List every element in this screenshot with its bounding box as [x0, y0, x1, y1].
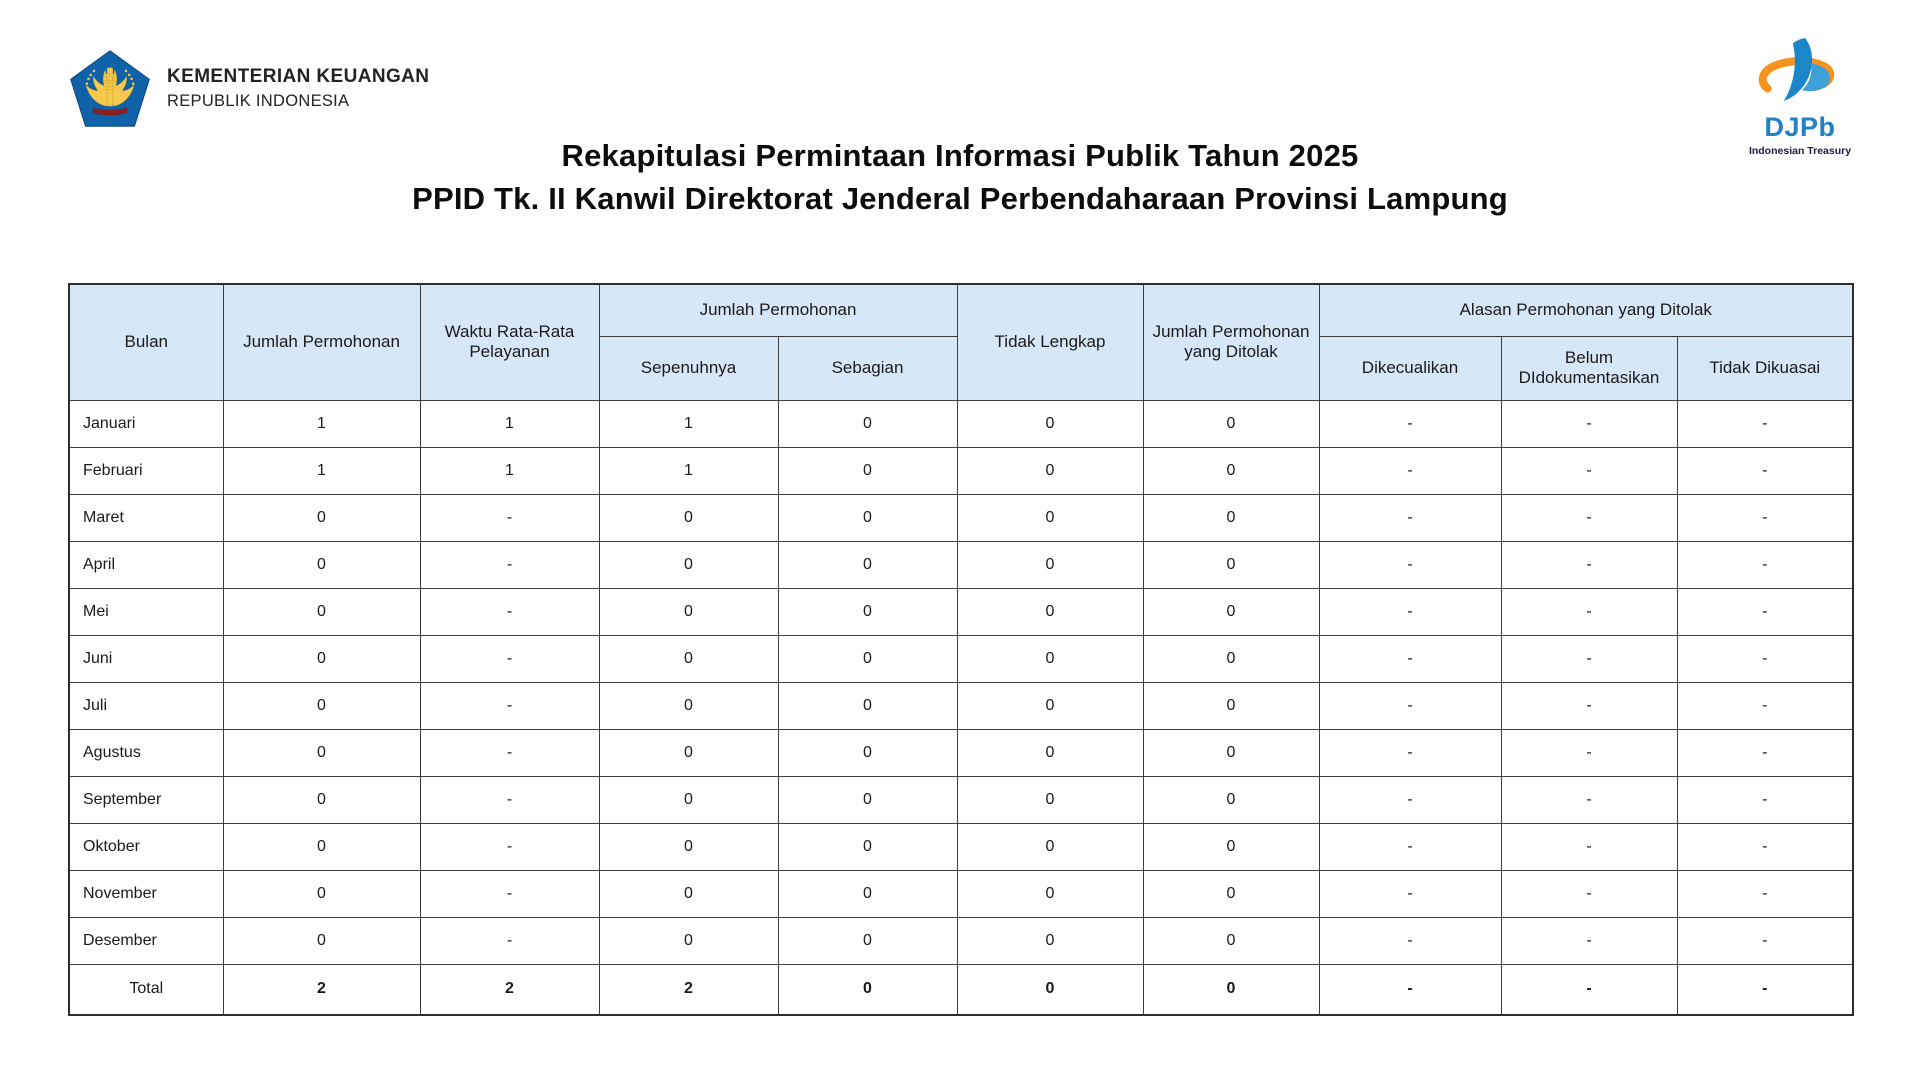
- table-row: [69, 823, 1853, 870]
- value-cell: -: [420, 682, 599, 729]
- table-row: [69, 729, 1853, 776]
- table-row: [69, 870, 1853, 917]
- value-cell: 0: [1143, 823, 1319, 870]
- value-cell: 0: [223, 588, 420, 635]
- col-header-waktu-rata-rata: Waktu Rata-Rata Pelayanan: [420, 284, 599, 400]
- value-cell: -: [1501, 776, 1677, 823]
- value-cell: -: [1501, 447, 1677, 494]
- value-cell: -: [1319, 964, 1501, 1015]
- value-cell: -: [1501, 870, 1677, 917]
- value-cell: 0: [1143, 870, 1319, 917]
- value-cell: 1: [223, 400, 420, 447]
- value-cell: 0: [778, 823, 957, 870]
- value-cell: 0: [599, 917, 778, 964]
- value-cell: -: [420, 541, 599, 588]
- value-cell: -: [1319, 494, 1501, 541]
- group-header-alasan-ditolak: Alasan Permohonan yang Ditolak: [1319, 284, 1853, 336]
- value-cell: 0: [599, 776, 778, 823]
- value-cell: 0: [957, 447, 1143, 494]
- value-cell: 0: [223, 870, 420, 917]
- month-cell: November: [69, 870, 223, 917]
- value-cell: -: [1319, 729, 1501, 776]
- total-row: [69, 964, 1853, 1015]
- month-cell: Oktober: [69, 823, 223, 870]
- month-cell: Desember: [69, 917, 223, 964]
- value-cell: 1: [599, 447, 778, 494]
- value-cell: -: [1319, 682, 1501, 729]
- col-header-belum-didokumentasikan: Belum DIdokumentasikan: [1501, 336, 1677, 400]
- value-cell: -: [1677, 400, 1853, 447]
- value-cell: -: [1677, 870, 1853, 917]
- value-cell: 2: [599, 964, 778, 1015]
- value-cell: 2: [420, 964, 599, 1015]
- month-cell: Juli: [69, 682, 223, 729]
- value-cell: 0: [778, 541, 957, 588]
- value-cell: -: [1677, 917, 1853, 964]
- value-cell: 0: [223, 494, 420, 541]
- value-cell: -: [1319, 823, 1501, 870]
- value-cell: -: [1319, 541, 1501, 588]
- value-cell: -: [420, 494, 599, 541]
- value-cell: 0: [1143, 447, 1319, 494]
- col-header-sepenuhnya: Sepenuhnya: [599, 336, 778, 400]
- value-cell: 0: [1143, 964, 1319, 1015]
- value-cell: 0: [599, 588, 778, 635]
- month-cell: Juni: [69, 635, 223, 682]
- kemenkeu-logo: [70, 50, 429, 127]
- value-cell: 0: [957, 588, 1143, 635]
- table-row: [69, 917, 1853, 964]
- value-cell: 0: [778, 635, 957, 682]
- value-cell: 0: [1143, 635, 1319, 682]
- value-cell: 0: [957, 541, 1143, 588]
- page-title-line2: PPID Tk. II Kanwil Direktorat Jenderal Perbendaharaan Provinsi Lampung: [412, 181, 1508, 216]
- value-cell: 1: [420, 400, 599, 447]
- value-cell: 0: [957, 964, 1143, 1015]
- page-title: [0, 134, 1920, 220]
- value-cell: -: [1677, 635, 1853, 682]
- value-cell: -: [1319, 635, 1501, 682]
- month-cell: Mei: [69, 588, 223, 635]
- value-cell: 1: [599, 400, 778, 447]
- djpb-subtitle: Indonesian Treasury: [1748, 145, 1852, 157]
- value-cell: -: [1677, 541, 1853, 588]
- value-cell: -: [1501, 729, 1677, 776]
- value-cell: 0: [1143, 729, 1319, 776]
- kemenkeu-name-line1: KEMENTERIAN KEUANGAN: [167, 66, 430, 87]
- value-cell: -: [1501, 588, 1677, 635]
- table-row: [69, 541, 1853, 588]
- col-header-sebagian: Sebagian: [778, 336, 957, 400]
- table-row: [69, 494, 1853, 541]
- value-cell: 0: [599, 494, 778, 541]
- value-cell: 0: [778, 776, 957, 823]
- table-row: [69, 447, 1853, 494]
- value-cell: 0: [1143, 588, 1319, 635]
- value-cell: 0: [957, 823, 1143, 870]
- value-cell: 0: [957, 682, 1143, 729]
- value-cell: 0: [778, 729, 957, 776]
- value-cell: -: [1677, 964, 1853, 1015]
- value-cell: -: [1319, 588, 1501, 635]
- value-cell: 0: [778, 400, 957, 447]
- value-cell: -: [1677, 776, 1853, 823]
- value-cell: 0: [957, 400, 1143, 447]
- value-cell: -: [1319, 776, 1501, 823]
- value-cell: 0: [778, 964, 957, 1015]
- month-cell: April: [69, 541, 223, 588]
- value-cell: 2: [223, 964, 420, 1015]
- total-label-cell: Total: [69, 964, 223, 1015]
- value-cell: -: [1677, 588, 1853, 635]
- value-cell: -: [420, 635, 599, 682]
- col-header-dikecualikan: Dikecualikan: [1319, 336, 1501, 400]
- value-cell: -: [1501, 964, 1677, 1015]
- month-cell: Maret: [69, 494, 223, 541]
- value-cell: -: [1319, 447, 1501, 494]
- month-cell: September: [69, 776, 223, 823]
- value-cell: -: [420, 917, 599, 964]
- col-header-tidak-lengkap: Tidak Lengkap: [957, 284, 1143, 400]
- value-cell: 0: [223, 776, 420, 823]
- value-cell: -: [1501, 682, 1677, 729]
- value-cell: 0: [957, 776, 1143, 823]
- table-row: [69, 635, 1853, 682]
- value-cell: -: [1677, 447, 1853, 494]
- value-cell: 0: [1143, 682, 1319, 729]
- value-cell: 0: [957, 494, 1143, 541]
- value-cell: -: [420, 588, 599, 635]
- value-cell: 0: [599, 635, 778, 682]
- value-cell: 0: [223, 729, 420, 776]
- value-cell: 0: [778, 682, 957, 729]
- value-cell: 0: [1143, 400, 1319, 447]
- value-cell: 0: [778, 494, 957, 541]
- value-cell: 0: [599, 823, 778, 870]
- value-cell: -: [420, 823, 599, 870]
- month-cell: Agustus: [69, 729, 223, 776]
- table-row: [69, 682, 1853, 729]
- value-cell: -: [1501, 541, 1677, 588]
- value-cell: 0: [1143, 776, 1319, 823]
- value-cell: 0: [957, 917, 1143, 964]
- value-cell: 0: [599, 729, 778, 776]
- value-cell: 0: [223, 541, 420, 588]
- group-header-jumlah-permohonan: Jumlah Permohonan: [599, 284, 957, 336]
- value-cell: -: [420, 776, 599, 823]
- value-cell: 0: [1143, 541, 1319, 588]
- table-row: [69, 588, 1853, 635]
- recap-table: [68, 283, 1854, 1016]
- table-row: [69, 776, 1853, 823]
- value-cell: 0: [957, 870, 1143, 917]
- value-cell: -: [1677, 729, 1853, 776]
- value-cell: 1: [420, 447, 599, 494]
- value-cell: 0: [778, 917, 957, 964]
- col-header-jumlah-permohonan: Jumlah Permohonan: [223, 284, 420, 400]
- value-cell: 1: [223, 447, 420, 494]
- value-cell: -: [1501, 635, 1677, 682]
- djpb-acronym: DJPb: [1764, 112, 1836, 142]
- value-cell: -: [1677, 823, 1853, 870]
- value-cell: 0: [223, 823, 420, 870]
- month-cell: Februari: [69, 447, 223, 494]
- page-title-line1: Rekapitulasi Permintaan Informasi Publik Tahun 2025: [561, 138, 1359, 173]
- value-cell: -: [420, 870, 599, 917]
- col-header-tidak-dikuasai: Tidak Dikuasai: [1677, 336, 1853, 400]
- value-cell: 0: [778, 870, 957, 917]
- kemenkeu-emblem-icon: [70, 50, 150, 127]
- value-cell: 0: [223, 635, 420, 682]
- djpb-swoosh-icon: [1755, 38, 1845, 112]
- value-cell: -: [1319, 400, 1501, 447]
- kemenkeu-name-line2: REPUBLIK INDONESIA: [167, 92, 350, 110]
- value-cell: 0: [599, 541, 778, 588]
- col-header-jumlah-ditolak: Jumlah Permohonan yang Ditolak: [1143, 284, 1319, 400]
- value-cell: 0: [223, 682, 420, 729]
- table-row: [69, 400, 1853, 447]
- value-cell: -: [1677, 682, 1853, 729]
- value-cell: 0: [223, 917, 420, 964]
- month-cell: Januari: [69, 400, 223, 447]
- value-cell: -: [420, 729, 599, 776]
- value-cell: 0: [1143, 494, 1319, 541]
- value-cell: 0: [599, 682, 778, 729]
- value-cell: -: [1501, 917, 1677, 964]
- col-header-bulan: Bulan: [69, 284, 223, 400]
- value-cell: -: [1501, 494, 1677, 541]
- value-cell: -: [1501, 823, 1677, 870]
- value-cell: 0: [778, 588, 957, 635]
- value-cell: -: [1319, 917, 1501, 964]
- value-cell: -: [1501, 400, 1677, 447]
- value-cell: 0: [778, 447, 957, 494]
- value-cell: 0: [957, 729, 1143, 776]
- value-cell: 0: [957, 635, 1143, 682]
- value-cell: 0: [599, 870, 778, 917]
- value-cell: -: [1319, 870, 1501, 917]
- value-cell: 0: [1143, 917, 1319, 964]
- value-cell: -: [1677, 494, 1853, 541]
